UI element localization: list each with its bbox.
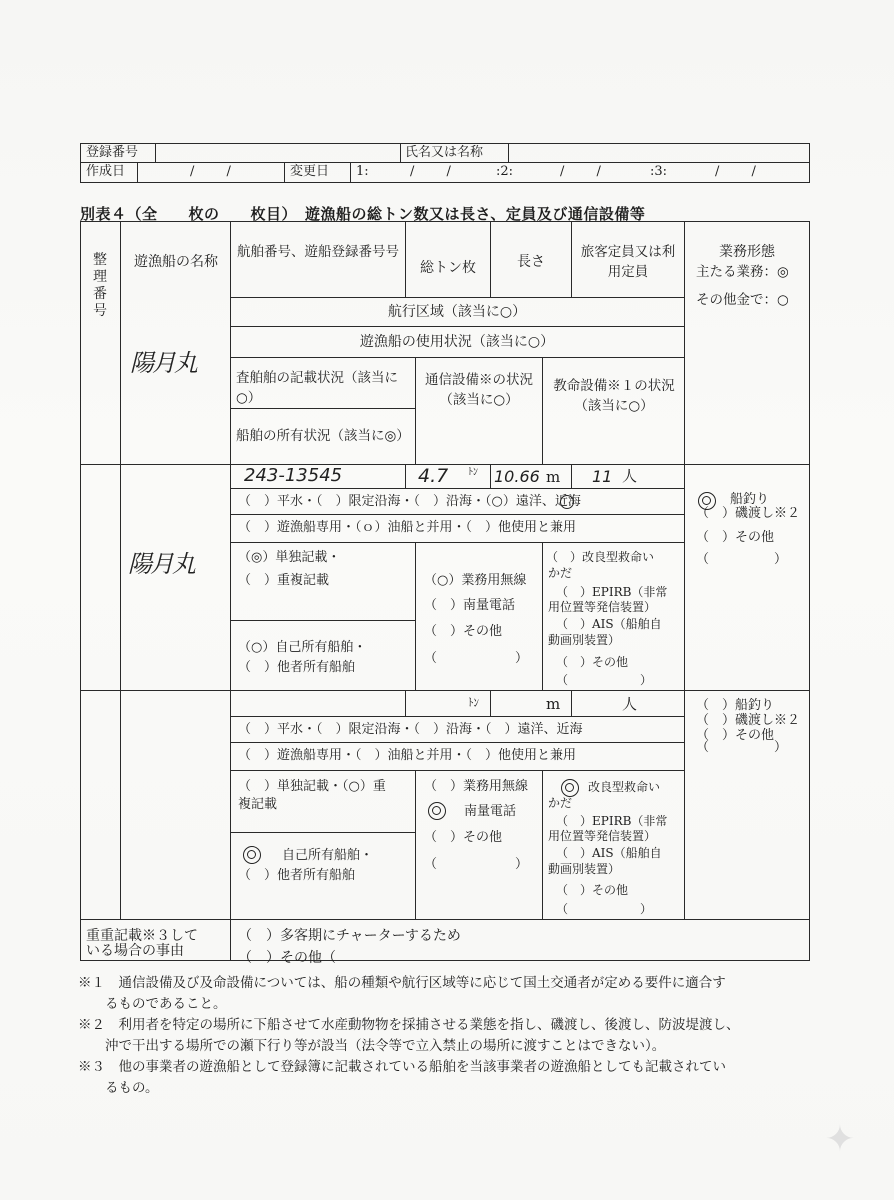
entry1-capacity: 11 [592, 467, 613, 486]
entry1-area: （ ）平水・（ ）限定沿海・（ ）沿海・（○）遠洋、近海 [238, 494, 581, 509]
entry1-comm-other: （ ）その他 [424, 624, 503, 639]
entry2-comm-other: （ ）その他 [424, 830, 503, 845]
entry1-area-mark [560, 495, 574, 509]
change-1-slashes: / / [410, 164, 465, 179]
note-1-cont: るものであること。 [78, 996, 227, 1012]
entry2-biz-other: （ ）その他 [696, 728, 775, 743]
entry2-comm-phone: 南量電話 [464, 804, 517, 819]
entry2-record-single: （ ）単独記載・（○）重 [238, 779, 386, 794]
ship-name-header: 遊漁船の名称 [134, 254, 218, 270]
entry1-record-multiple: （ ）重複記載 [238, 573, 330, 588]
note-3: ※３ 他の事業者の遊漁船として登録簿に記載されている船舶を当該事業者の遊漁船としても記載されてい [78, 1059, 726, 1075]
entry1-record-single: （◎）単独記載・ [238, 550, 341, 565]
gross-tonnage-header: 総トン枚 [420, 260, 476, 276]
length-header: 長さ [517, 254, 545, 270]
record-status-header: 査舶舶の記載状況（該当に○） [236, 370, 398, 406]
change-2-slashes: / / [560, 164, 615, 179]
entry1-tonnage: 4.7 [418, 465, 449, 487]
entry2-rescue-epirb-2: 用位置等発信装置） [548, 829, 657, 843]
navigation-area-header: 航行区域（該当に○） [387, 304, 527, 320]
entry1-comm-phone: （ ）南量電話 [424, 598, 516, 613]
communication-header: 通信設備※の状況（該当に○） [425, 372, 533, 408]
form-title: 別表４（全 枚の 枚目） 遊漁船の総トン数又は長さ、定員及び通信設備等 [80, 205, 646, 223]
other-business-label: その他金で：○ [696, 292, 789, 308]
change-2: :2: [496, 164, 514, 179]
entry2-rescue-ais-2: 動画別装置） [548, 862, 621, 876]
note-2: ※２ 利用者を特定の場所に下船させて水産動物物を採捕させる業態を指し、磯渡し、後渡し、防波堤渡し、 [78, 1017, 740, 1033]
entry1-rescue-epirb: （ ）EPIRB（非常 [556, 585, 668, 599]
header-handwritten-ship-name: 陽月丸 [130, 349, 196, 377]
entry1-usage: （ ）遊漁船専用・（ｏ）油船と并用・（ ）他使用と兼用 [238, 520, 577, 535]
entry1-capacity-unit: 人 [622, 467, 638, 485]
main-table [80, 221, 810, 961]
entry2-rescue-raft: 改良型救命い [588, 780, 661, 794]
entry1-ton-unit: ﾄﾝ [468, 467, 478, 478]
entry1-length: 10.66 [494, 467, 540, 486]
entry1-rescue-ais: （ ）AIS（船舶自 [556, 617, 662, 631]
change-3: :3: [650, 164, 668, 179]
entry2-ton-unit: ﾄﾝ [468, 696, 479, 709]
entry1-biz-iso: （ ）磯渡し※２ [696, 506, 801, 521]
entry2-biz-other-blank: （ ） [696, 740, 788, 755]
entry1-own-other: （ ）他者所有船舶 [238, 660, 356, 675]
entry2-own-self-mark [243, 846, 261, 864]
duplicate-reason-label-1: 重重記載※３して [86, 928, 198, 944]
note-2-cont: 沖で干出する場所での瀬下行り等が設当（法令等で立入禁止の場所に渡すことはできない）。 [78, 1038, 666, 1054]
entry1-biz-fishing: 船釣り [730, 492, 770, 507]
entry2-comm-radio: （ ）業務用無線 [424, 779, 529, 794]
entry2-rescue-raft-mark [561, 779, 579, 797]
entry2-record-multiple: 複記載 [238, 797, 278, 812]
entry1-biz-other-blank: （ ） [696, 552, 788, 567]
entry1-comm-radio: （○）業務用無線 [424, 573, 527, 588]
entry1-rescue-raft-2: かだ [548, 566, 573, 580]
entry2-rescue-epirb: （ ）EPIRB（非常 [556, 814, 668, 828]
vessel-number-header: 航舶番号、遊船登録番号号 [237, 244, 399, 260]
entry2-length-unit: m [546, 695, 561, 713]
registration-number-label: 登録番号 [86, 145, 139, 160]
note-1: ※１ 通信設備及び及命設備については、船の種類や航行区域等に応じて国土交通者が定める要件に適合す [78, 975, 726, 991]
entry1-own-self: （○）自己所有船舶・ [238, 640, 367, 655]
ownership-header: 船舶の所有状況（該当に◎） [236, 428, 410, 444]
entry2-rescue-other-blank: （ ） [556, 902, 653, 916]
entry1-rescue-epirb-2: 用位置等発信装置） [548, 600, 657, 614]
entry2-rescue-ais: （ ）AIS（船舶自 [556, 846, 662, 860]
entry2-capacity-unit: 人 [622, 695, 638, 713]
entry1-rescue-other-blank: （ ） [556, 673, 653, 687]
entry1-length-unit: m [546, 468, 561, 486]
capacity-header: 旅客定員又は利用定員 [580, 244, 676, 280]
business-type-header: 業務形態 [719, 244, 775, 260]
entry2-biz-fishing: （ ）船釣り [696, 698, 775, 713]
entry1-rescue-other: （ ）その他 [556, 655, 629, 669]
entry2-comm-phone-mark [428, 802, 446, 820]
name-label: 氏名又は名称 [405, 145, 484, 160]
entry2-biz-iso: （ ）磯渡し※２ [696, 713, 801, 728]
duplicate-option-other: （ ）その他（ [238, 950, 336, 966]
change-3-slashes: / / [715, 164, 770, 179]
seiri-number-header: 整理番号 [93, 252, 107, 319]
entry2-area: （ ）平水・（ ）限定沿海・（ ）沿海・（ ）遠洋、近海 [238, 722, 583, 737]
entry1-vessel-number: 243-13545 [244, 465, 343, 486]
entry2-own-self: 自己所有船舶・ [282, 848, 374, 863]
note-3-cont: るもの。 [78, 1080, 159, 1096]
sparkle-icon: ✦ [824, 1119, 856, 1160]
entry2-comm-other-blank: （ ） [424, 857, 529, 872]
rescue-header: 教命設備※１の状況（該当に○） [553, 378, 675, 414]
entry2-own-other: （ ）他者所有船舶 [238, 868, 356, 883]
entry2-rescue-other: （ ）その他 [556, 883, 629, 897]
main-business-label: 主たる業務：◎ [696, 264, 789, 280]
duplicate-option-charter: （ ）多客期にチャーターするため [238, 928, 461, 944]
changed-date-label: 変更日 [290, 164, 330, 179]
entry2-rescue-raft-2: かだ [548, 796, 573, 810]
entry1-ship-name: 陽月丸 [128, 550, 194, 578]
entry1-biz-other: （ ）その他 [696, 530, 775, 545]
entry1-rescue-ais-2: 動画別装置） [548, 633, 621, 647]
created-date-label: 作成日 [86, 164, 126, 179]
entry1-comm-other-blank: （ ） [424, 651, 529, 666]
duplicate-reason-label-2: いる場合の事由 [86, 943, 184, 959]
created-date-slashes: / / [190, 164, 245, 179]
entry1-rescue-raft: （ ）改良型救命い [546, 550, 655, 564]
change-1: 1: [356, 164, 369, 179]
usage-status-header: 遊漁船の使用状況（該当に○） [359, 334, 555, 350]
entry2-usage: （ ）遊漁船専用・（ ）油船と并用・（ ）他使用と兼用 [238, 748, 577, 763]
